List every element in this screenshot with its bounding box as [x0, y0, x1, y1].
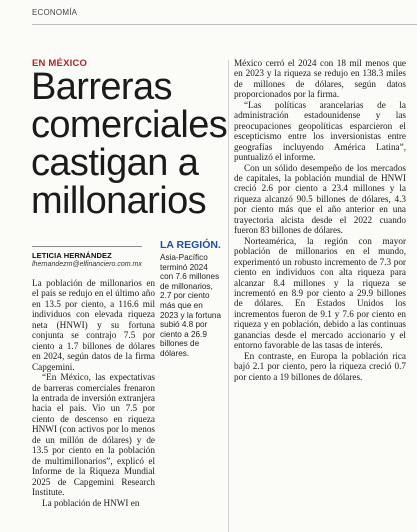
author-name: LETICIA HERNÁNDEZ: [32, 251, 112, 260]
column-divider: [228, 60, 229, 532]
paragraph: “Las políticas arancelarias de la administración estadounidense y las preocupaciones geopolíticas esparcieron el escepticismo entre los inversionistas entre geografías incluyendo América Latina”, puntualizó el informe.: [234, 99, 406, 163]
article-right-column: [234, 58, 406, 382]
section-tag: ECONOMÍA: [32, 8, 78, 17]
kicker: EN MÉXICO: [32, 58, 88, 69]
headline: Barreras comerciales castigan a millonarios: [31, 66, 228, 222]
paragraph: México cerró el 2024 con 18 mil menos que en 2023 y la riqueza se redujo en 138.3 miles de millones de dólares, según datos proporcionados por la firma.: [234, 58, 406, 100]
top-rule: [32, 24, 417, 25]
paragraph: Con un sólido desempeño de los mercados de capitales, la población mundial de HNWI creció 2.6 por ciento a 23.4 millones y la riqueza alcanzó 90.5 billones de dólares, 4.3 por ciento más que el año anterior en una trayectoria alcista desde el 2022 cuando fueron 83 billones de dólares.: [234, 162, 406, 236]
paragraph: En contraste, en Europa la población rica bajó 2.1 por ciento, pero la riqueza creció 0.7 por ciento a 19 billones de dólares.: [234, 350, 406, 382]
paragraph: La población de millonarios en el país se redujo en el último año en 13.5 por ciento, a 116.6 mil individuos con elevada riqueza neta (HNWI) y su fortuna conjunta se contrajo 7.5 por ciento a 1.7 billones de dólares en 2024, según datos de la firma Capgemini.: [32, 278, 155, 372]
sidebar-text: Asia-Pacífico terminó 2024 con 7.6 millones de millonarios, 2.7 por ciento más que en 2023 y la fortuna subió 4.8 por ciento a 26.9 billones de dólares.: [160, 253, 221, 358]
sidebar-box: [160, 240, 222, 359]
paragraph: “En México, las expectativas de barreras comerciales frenaron la entrada de inversión extranjera hacia el país. Vio un 7.5 por ciento de descenso en riqueza HNWI (con activos por lo menos de un millón de dólares) y de 13.5 por ciento en la población de multimillonarios”, explicó el Informe de la Riqueza Mundial 2025 de Capgemini Research Institute.: [32, 372, 155, 498]
byline-rule: [32, 246, 142, 247]
paragraph: La población de HNWI en: [42, 497, 140, 508]
article-left-column: [32, 278, 155, 508]
author-email[interactable]: lhernandezm@elfinanciero.com.mx: [32, 261, 142, 268]
sidebar-heading: LA REGIÓN.: [160, 239, 221, 251]
paragraph: Norteamérica, la región con mayor población de millonarios en el mundo, experimentó un robusto incremento de 7.3 por ciento en individuos con alta riqueza para alcanzar 8.4 millones y la riqueza se incrementó en 8.9 por ciento a 29.9 billones de dólares. En Estados Unidos los incrementos fueron de 9.1 y 7.6 por ciento en riqueza y en población, debido a las continuas ganancias desde el mercado accionario y el entorno favorable de las tasas de interés.: [234, 235, 406, 351]
